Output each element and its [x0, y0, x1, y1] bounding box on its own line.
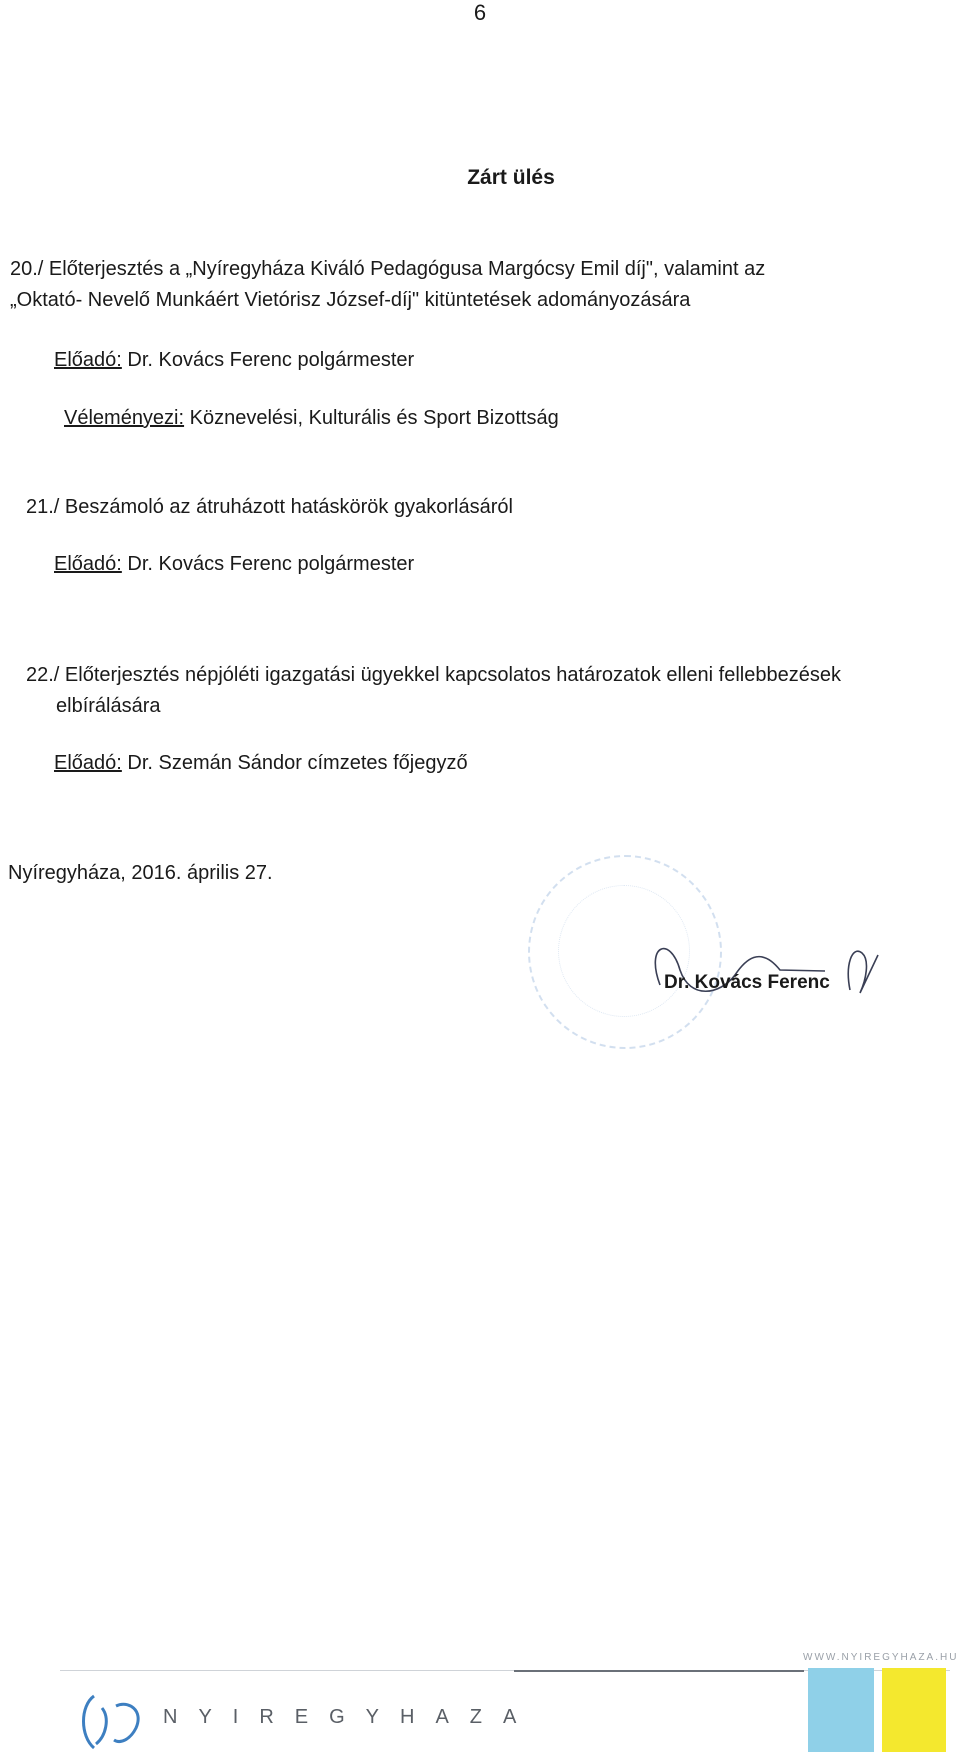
city-logo-icon — [76, 1688, 156, 1758]
session-heading: Zárt ülés — [467, 166, 555, 189]
signer-name: Dr. Kovács Ferenc — [664, 972, 830, 993]
agenda-item-20 — [10, 254, 765, 316]
agenda-item-20-number: 20./ — [10, 258, 44, 280]
agenda-item-20-title: Előterjesztés a „Nyíregyháza Kiváló Pedagógusa Margócsy Emil díj", valamint az — [48, 258, 766, 280]
agenda-item-21 — [26, 492, 513, 523]
page-number: 6 — [473, 0, 487, 25]
presenter-name: Dr. Kovács Ferenc polgármester — [127, 553, 415, 575]
footer-blue-block — [808, 1668, 874, 1752]
agenda-item-22 — [26, 660, 841, 722]
signature-icon — [640, 925, 880, 1015]
footer-divider-accent — [514, 1670, 804, 1672]
agenda-item-22-line2: elbírálására — [56, 695, 161, 717]
agenda-item-22-number: 22./ — [26, 664, 60, 686]
footer-website: WWW.NYIREGYHAZA.HU — [803, 1652, 959, 1663]
agenda-item-21-presenter — [54, 549, 414, 580]
dateline: Nyíregyháza, 2016. április 27. — [8, 862, 273, 884]
opinion-label: Véleményezi: — [64, 407, 185, 429]
agenda-item-20-presenter — [54, 345, 414, 376]
agenda-item-22-title: Előterjesztés népjóléti igazgatási ügyekkel kapcsolatos határozatok elleni fellebbezések — [64, 664, 841, 686]
agenda-item-20-opinion — [64, 403, 559, 434]
agenda-item-21-title: Beszámoló az átruházott hatáskörök gyakorlásáról — [64, 496, 513, 518]
agenda-item-20-line1 — [10, 254, 765, 285]
footer-yellow-block — [882, 1668, 946, 1752]
presenter-label: Előadó: — [54, 752, 122, 774]
agenda-item-22-presenter — [54, 748, 468, 779]
agenda-item-22-line1 — [26, 660, 841, 691]
opinion-committee: Köznevelési, Kulturális és Sport Bizottság — [189, 407, 559, 429]
footer-wordmark: NYIREGYHAZA — [163, 1706, 538, 1728]
presenter-label: Előadó: — [54, 349, 122, 371]
presenter-name: Dr. Szemán Sándor címzetes főjegyző — [127, 752, 468, 774]
agenda-item-20-line2: „Oktató- Nevelő Munkáért Vietórisz József-díj" kitüntetések adományozására — [10, 289, 691, 311]
agenda-item-21-number: 21./ — [26, 496, 60, 518]
presenter-name: Dr. Kovács Ferenc polgármester — [127, 349, 415, 371]
presenter-label: Előadó: — [54, 553, 122, 575]
